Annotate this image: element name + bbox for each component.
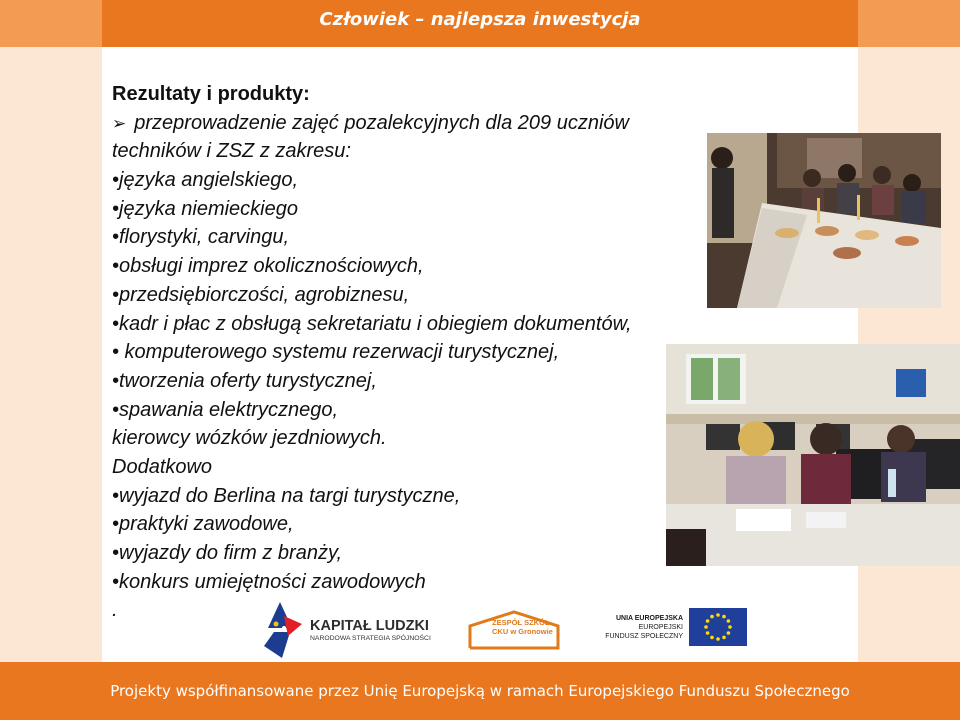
bullet-line: •konkurs umiejętności zawodowych — [112, 570, 426, 593]
slide-content — [112, 80, 752, 625]
unia-line1: UNIA EUROPEJSKA — [615, 615, 683, 622]
banquet-photo-illustration — [707, 133, 941, 308]
text-line: techników i ZSZ z zakresu: — [112, 140, 351, 163]
photo-computer-lab — [666, 344, 960, 566]
bullet-line: •wyjazd do Berlina na targi turystyczne, — [112, 484, 461, 507]
unia-line3: FUNDUSZ SPOŁECZNY — [605, 633, 683, 640]
unia-europejska-text — [603, 614, 683, 641]
bullet-line: •tworzenia oferty turystycznej, — [112, 369, 377, 392]
text-line-period: . — [112, 599, 118, 622]
slide-header-title: Człowiek – najlepsza inwestycja — [319, 9, 641, 30]
arrow-bullet-icon: ➢ — [112, 113, 127, 133]
bullet-line: •kadr i płac z obsługą sekretariatu i obiegiem dokumentów, — [112, 312, 632, 335]
bullet-line: •spawania elektrycznego, — [112, 398, 339, 421]
kapital-ludzki-title: KAPITAŁ LUDZKI — [310, 618, 429, 634]
bullet-line: • komputerowego systemu rezerwacji turystycznej, — [112, 341, 560, 364]
bullet-line-intro — [112, 109, 752, 138]
bullet-line: •języka angielskiego, — [112, 169, 298, 192]
kapital-ludzki-emblem-icon — [262, 602, 304, 658]
computer-lab-photo-illustration — [666, 344, 960, 566]
slide-heading: Rezultaty i produkty: — [112, 83, 310, 105]
bullet-line: •obsługi imprez okolicznościowych, — [112, 255, 424, 278]
bullet-line: •praktyki zawodowe, — [112, 513, 294, 536]
kapital-ludzki-subtitle: NARODOWA STRATEGIA SPÓJNOŚCI — [310, 635, 431, 642]
kapital-ludzki-logo — [262, 600, 442, 660]
intro-text: przeprowadzenie zajęć pozalekcyjnych dla 209 uczniów — [134, 111, 629, 134]
unia-line2: EUROPEJSKI — [638, 624, 683, 631]
eu-flag-icon — [689, 608, 747, 646]
unia-europejska-logo — [603, 600, 753, 660]
zespol-szkol-logo — [466, 600, 566, 660]
text-line-dodatkowo: Dodatkowo — [112, 455, 213, 478]
bullet-line: •języka niemieckiego — [112, 197, 298, 220]
slide-footer-text: Projekty współfinansowane przez Unię Europejską w ramach Europejskiego Funduszu Społecznego — [110, 682, 850, 700]
zespol-szkol-line1: ZESPÓŁ SZKÓŁ — [492, 618, 550, 627]
left-side-panel — [0, 0, 102, 720]
zespol-szkol-line2: CKU w Gronowie — [492, 627, 553, 636]
bullet-line: •wyjazdy do firm z branży, — [112, 542, 343, 564]
eu-stars-icon — [689, 608, 747, 646]
photo-banquet-table — [707, 133, 941, 308]
bullet-line: •przedsiębiorczości, agrobiznesu, — [112, 283, 410, 306]
zespol-szkol-text — [492, 618, 553, 636]
text-line: kierowcy wózków jezdniowych. — [112, 427, 387, 450]
bullet-line: •florystyki, carvingu, — [112, 226, 290, 249]
